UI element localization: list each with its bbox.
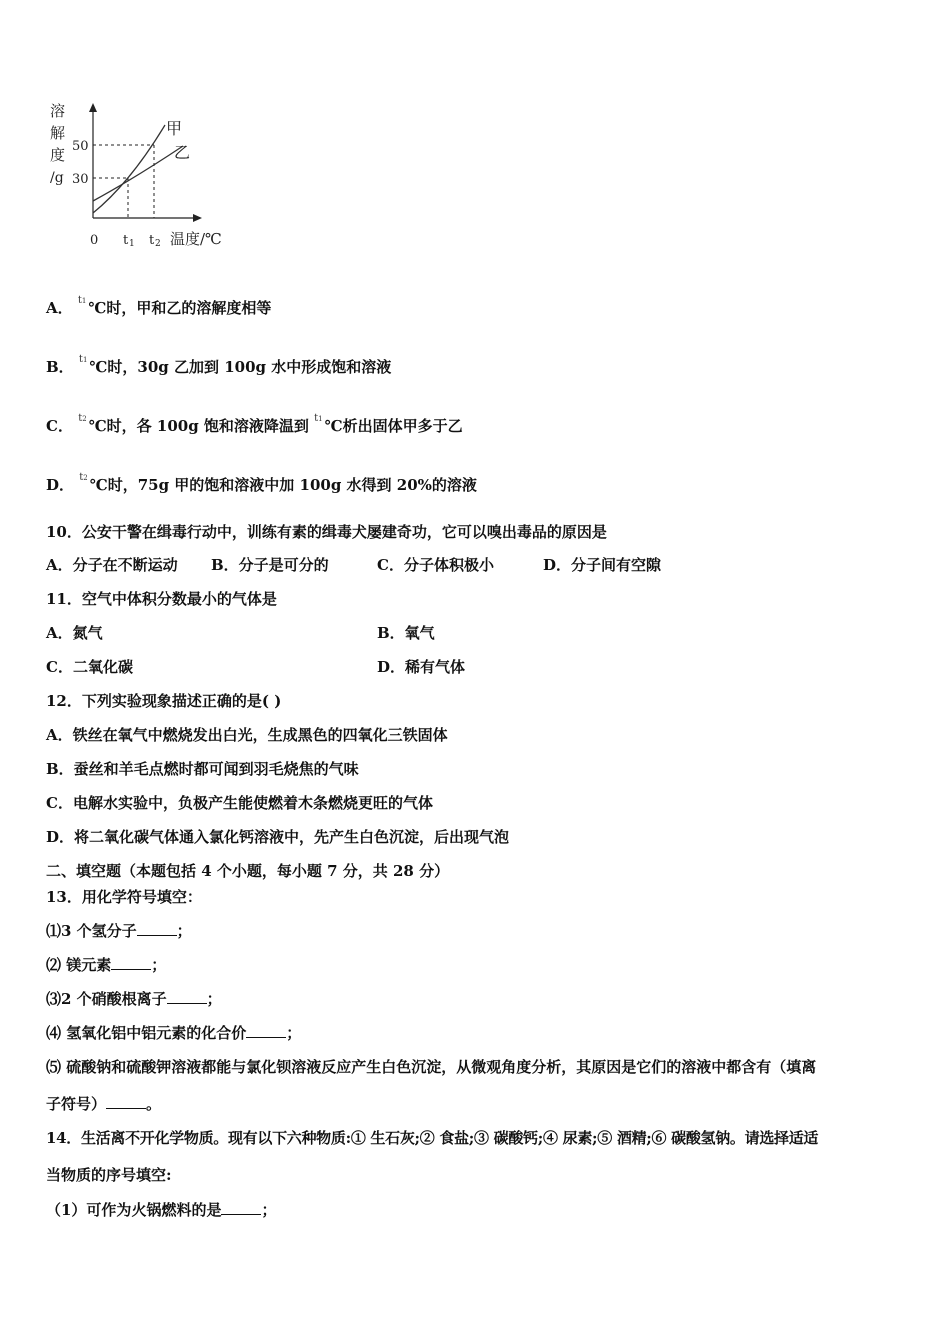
q13-part-1-text: ⑴3 个氢分子 <box>46 922 137 940</box>
q9-option-a <box>46 295 272 321</box>
q9-b-letter: B． <box>46 358 74 376</box>
q9-option-d <box>46 472 477 498</box>
ytick-30: 30 <box>72 172 89 187</box>
q10-option-d: D．分子间有空隙 <box>543 556 662 574</box>
q9-c-text-after: ℃析出固体甲多于乙 <box>324 417 463 435</box>
q9-a-t: t1 <box>77 295 87 306</box>
q14-blank-1[interactable] <box>221 1200 261 1215</box>
q13-part-5b-text: 子符号） <box>46 1095 107 1113</box>
y-axis-arrow <box>89 103 97 112</box>
q11-option-a: A．氮气 <box>46 624 103 642</box>
q13-part-2 <box>46 955 166 975</box>
q13-part-3 <box>46 989 222 1009</box>
section-2-heading: 二、填空题（本题包括 4 个小题，每小题 7 分，共 28 分） <box>46 862 450 880</box>
ylabel-char-3: 度 <box>50 146 66 164</box>
q12-option-b: B．蚕丝和羊毛点燃时都可闻到羽毛烧焦的气味 <box>46 760 359 778</box>
q9-a-text: ℃时，甲和乙的溶解度相等 <box>88 299 272 317</box>
q13-semi-3: ； <box>206 990 222 1008</box>
q9-c-t: t2 <box>78 413 87 424</box>
ytick-50: 50 <box>72 139 89 154</box>
q9-d-text: ℃时，75g 甲的饱和溶液中加 100g 水得到 20%的溶液 <box>89 476 477 494</box>
q13-part-5a: ⑸ 硫酸钠和硫酸钾溶液都能与氯化钡溶液反应产生白色沉淀，从微观角度分析，其原因是它们的溶液中都含有（填离 <box>46 1058 817 1076</box>
solubility-graph <box>40 98 240 258</box>
q13-period: 。 <box>146 1095 162 1113</box>
q13-part-4 <box>46 1023 301 1043</box>
series-yi: 乙 <box>174 143 191 162</box>
q13-semi-1: ； <box>176 922 192 940</box>
q9-option-c <box>46 413 463 439</box>
ylabel-char-4: /g <box>50 170 64 186</box>
q9-option-b <box>46 354 392 380</box>
q10-option-b: B．分子是可分的 <box>211 556 329 574</box>
curve-yi <box>93 146 183 201</box>
q11-option-c: C．二氧化碳 <box>46 658 133 676</box>
q10-option-a: A．分子在不断运动 <box>46 556 178 574</box>
q13-semi-4: ； <box>286 1024 302 1042</box>
q13-blank-1[interactable] <box>137 921 177 936</box>
q14-semi-1: ； <box>261 1201 277 1219</box>
q13-part-1 <box>46 921 192 941</box>
q13-part-4-text: ⑷ 氢氧化铝中铝元素的化合价 <box>46 1024 247 1042</box>
x-axis-arrow <box>193 214 202 222</box>
q11-option-d: D．稀有气体 <box>377 658 466 676</box>
q12-option-c: C．电解水实验中，负极产生能使燃着木条燃烧更旺的气体 <box>46 794 433 812</box>
q10-option-c: C．分子体积极小 <box>377 556 494 574</box>
q13-blank-4[interactable] <box>246 1023 286 1038</box>
q9-b-text: ℃时，30g 乙加到 100g 水中形成饱和溶液 <box>89 358 392 376</box>
q11-option-b: B．氧气 <box>377 624 435 642</box>
xtick-t2: t <box>149 233 155 248</box>
q14-stem-line-2: 当物质的序号填空: <box>46 1166 172 1184</box>
q9-c-text-before: ℃时，各 100g 饱和溶液降温到 <box>88 417 309 435</box>
q9-a-letter: A． <box>46 299 73 317</box>
series-jia: 甲 <box>166 119 183 138</box>
q14-part-1-text: （1）可作为火锅燃料的是 <box>46 1201 222 1219</box>
q9-d-t: t2 <box>79 472 88 483</box>
q11-stem: 11．空气中体积分数最小的气体是 <box>46 590 277 608</box>
q13-semi-2: ； <box>151 956 167 974</box>
q12-stem: 12．下列实验现象描述正确的是( ) <box>46 692 282 710</box>
q12-option-d: D．将二氧化碳气体通入氯化钙溶液中，先产生白色沉淀，后出现气泡 <box>46 828 510 846</box>
q9-c-t2: t1 <box>314 413 323 424</box>
ylabel-char-1: 溶 <box>50 102 66 120</box>
q13-blank-2[interactable] <box>111 955 151 970</box>
q13-part-3-text: ⑶2 个硝酸根离子 <box>46 990 167 1008</box>
q9-d-letter: D． <box>46 476 75 494</box>
q13-part-2-text: ⑵ 镁元素 <box>46 956 112 974</box>
q13-stem: 13．用化学符号填空： <box>46 888 202 906</box>
q9-b-t: t1 <box>78 354 88 365</box>
q12-option-a: A．铁丝在氧气中燃烧发出白光，生成黑色的四氧化三铁固体 <box>46 726 448 744</box>
q14-stem-line-1: 14．生活离不开化学物质。现有以下六种物质:① 生石灰;② 食盐;③ 碳酸钙;④ 尿素;⑤ 酒精;⑥ 碳酸氢钠。请选择适适 <box>46 1129 819 1147</box>
xtick-0: 0 <box>90 233 99 248</box>
ylabel-char-2: 解 <box>50 124 66 142</box>
q9-c-letter: C． <box>46 417 73 435</box>
xtick-t1-sub: 1 <box>129 239 135 249</box>
q13-blank-3[interactable] <box>167 989 207 1004</box>
xtick-t1: t <box>123 233 129 248</box>
xtick-t2-sub: 2 <box>155 239 161 249</box>
q13-blank-5[interactable] <box>106 1094 146 1109</box>
q10-stem: 10．公安干警在缉毒行动中，训练有素的缉毒犬屡建奇功，它可以嗅出毒品的原因是 <box>46 523 607 541</box>
q14-part-1 <box>46 1200 276 1220</box>
q13-part-5b <box>46 1094 161 1114</box>
xlabel: 温度/℃ <box>170 230 222 248</box>
